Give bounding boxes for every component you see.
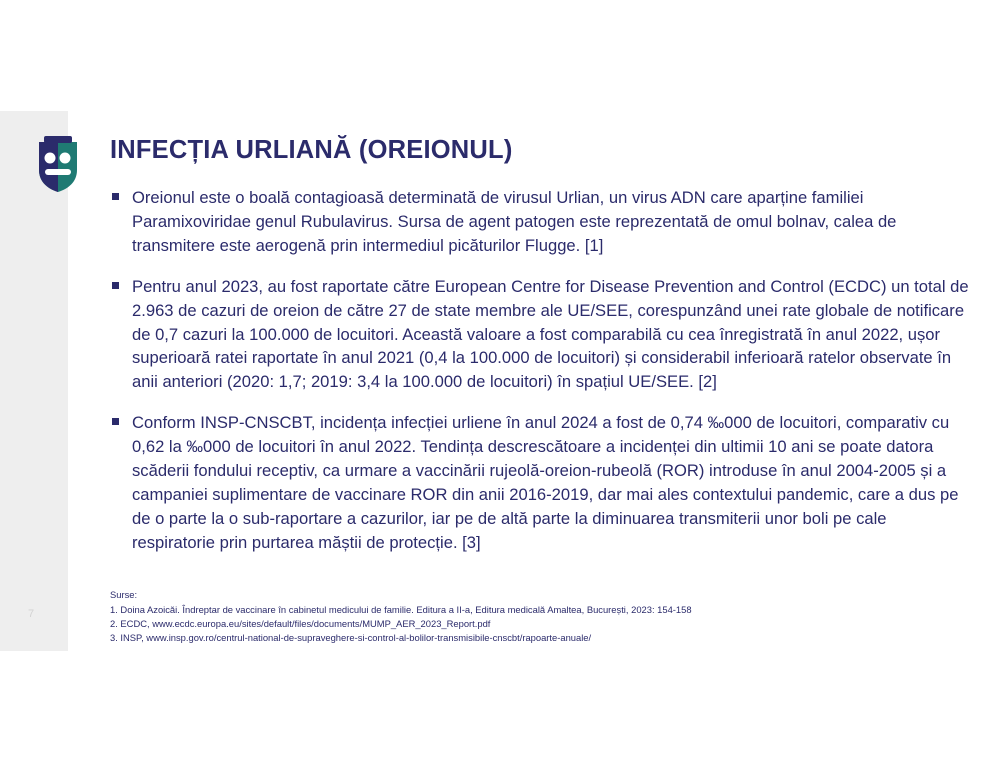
list-item-text: Pentru anul 2023, au fost raportate către European Centre for Disease Prevention and Control (ECDC) un total de 2.963 de cazuri de oreion de către 27 de state membre ale UE/SEE, corespunzând unei rate globale de notificare de 0,7 cazuri la 100.000 de locuitori. Această valoare a fost comparabilă cu cea înregistrată în anul 2022, ușor superioară ratei raportate în anul 2021 (0,4 la 100.000 de locuitori) și considerabil inferioară ratelor observate în anii anteriori (2020: 1,7; 2019: 3,4 la 100.000 de locuitori) în spațiul UE/SEE. [2] <box>132 276 969 392</box>
list-item <box>110 186 970 258</box>
source-item: 1. Doina Azoicăi. Îndreptar de vaccinare în cabinetul medicului de familie. Editura a II-a, Editura medicală Amaltea, București, 2023: 154-158 <box>110 604 692 616</box>
institution-shield-logo <box>36 136 80 194</box>
slide-content <box>110 136 970 555</box>
list-item <box>110 411 970 554</box>
bullet-marker-icon <box>112 282 119 289</box>
bullet-marker-icon <box>112 418 119 425</box>
source-item: 3. INSP, www.insp.gov.ro/centrul-national-de-supraveghere-si-control-al-bolilor-transmisibile-cnscbt/rapoarte-anuale/ <box>110 632 592 644</box>
bullet-marker-icon <box>112 193 119 200</box>
sources-block <box>110 588 910 645</box>
bullet-list <box>110 186 970 554</box>
list-item-text: Conform INSP-CNSCBT, incidența infecției urliene în anul 2024 a fost de 0,74 ‰000 de locuitori, comparativ cu 0,62 la ‰000 de locuitori în anul 2022. Tendința descrescătoare a incidenței din ultimii 10 ani se poate datora scăderii fondului receptiv, ca urmare a vaccinării rujeolă-oreion-rubeolă (ROR) introduse în anul 2004-2005 și a campaniei suplimentare de vaccinare ROR din anii 2016-2019, dar mai ales contextului pandemic, care a dus pe de o parte la o sub-raportare a cazurilor, iar pe de altă parte la diminuarea transmiterii unor boli pe cale respiratorie prin purtarea măștii de protecție. [3] <box>132 413 959 552</box>
sources-label: Surse: <box>110 589 138 600</box>
page-title: INFECȚIA URLIANĂ (OREIONUL) <box>110 136 513 164</box>
source-item: 2. ECDC, www.ecdc.europa.eu/sites/default/files/documents/MUMP_AER_2023_Report.pdf <box>110 618 491 630</box>
list-item <box>110 275 970 394</box>
list-item-text: Oreionul este o boală contagioasă determinată de virusul Urlian, un virus ADN care aparține familiei Paramixoviridae genul Rubulavirus. Sursa de agent patogen este reprezentată de omul bolnav, calea de transmitere este aerogenă prin intermediul picăturilor Flugge. [1] <box>132 188 897 255</box>
page-number: 7 <box>28 608 35 620</box>
